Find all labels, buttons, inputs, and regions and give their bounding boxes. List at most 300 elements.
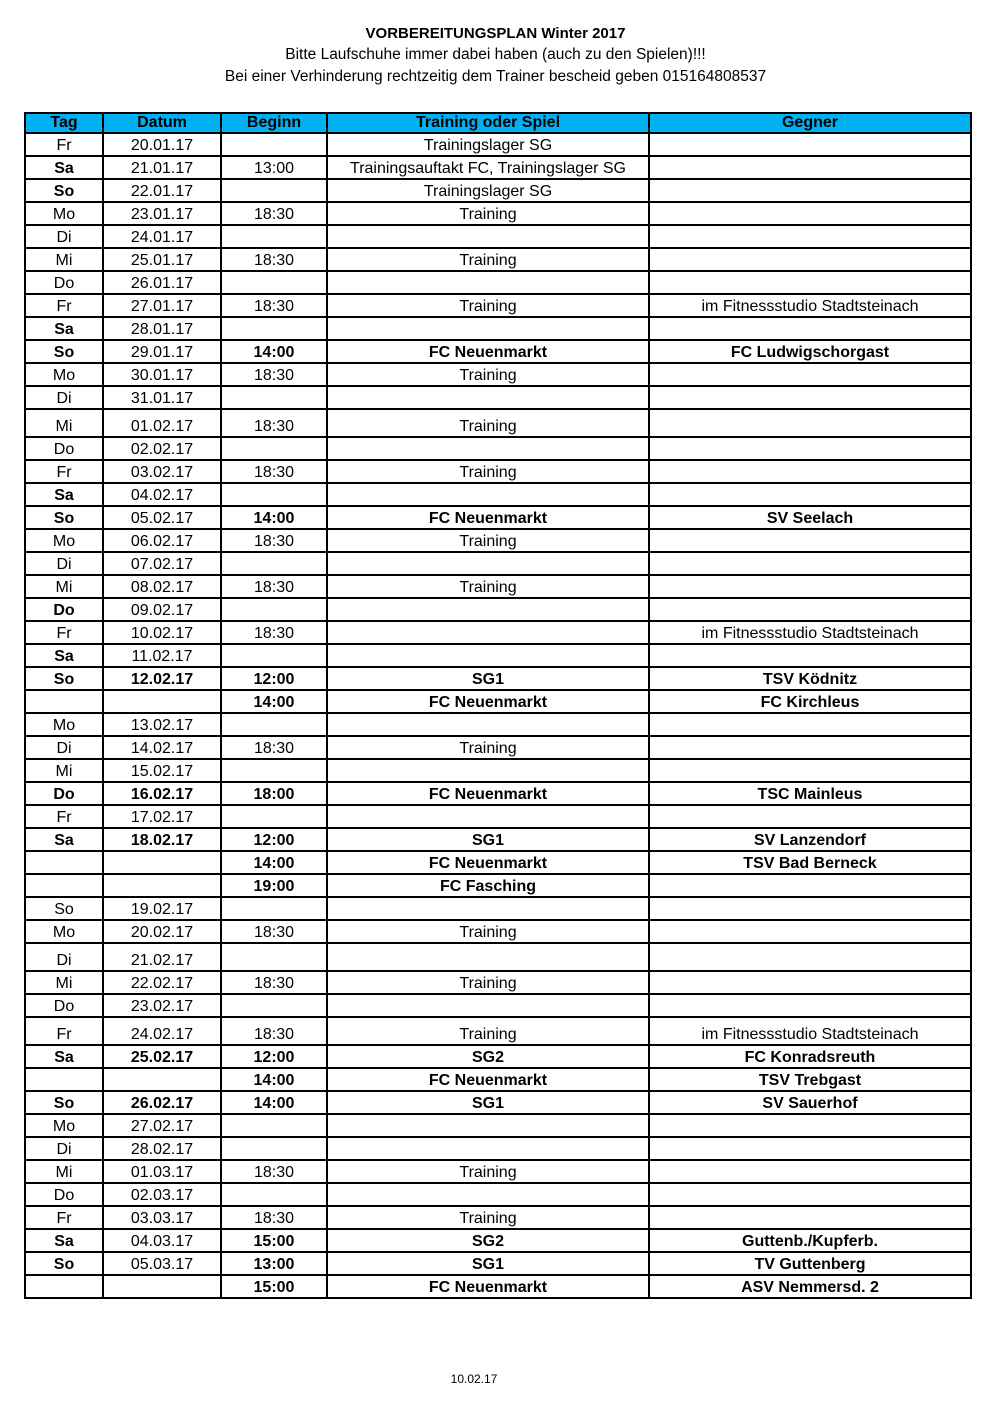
cell-datum: 17.02.17 (103, 805, 221, 828)
table-row (25, 483, 971, 506)
cell-tag: Do (25, 437, 103, 460)
cell-tag: Sa (25, 156, 103, 179)
table-row (25, 529, 971, 552)
table-row (25, 1252, 971, 1275)
cell-gegner (649, 552, 971, 575)
cell-beginn: 18:30 (221, 621, 327, 644)
cell-event: SG1 (327, 828, 649, 851)
cell-tag: So (25, 667, 103, 690)
table-row (25, 1091, 971, 1114)
cell-tag: So (25, 506, 103, 529)
cell-tag: Sa (25, 1045, 103, 1068)
cell-beginn: 14:00 (221, 690, 327, 713)
table-row (25, 506, 971, 529)
cell-beginn (221, 179, 327, 202)
cell-gegner (649, 409, 971, 437)
cell-event (327, 552, 649, 575)
cell-beginn: 13:00 (221, 1252, 327, 1275)
cell-datum: 10.02.17 (103, 621, 221, 644)
cell-event (327, 713, 649, 736)
cell-gegner: SV Sauerhof (649, 1091, 971, 1114)
table-row (25, 759, 971, 782)
cell-tag: So (25, 1252, 103, 1275)
cell-gegner (649, 598, 971, 621)
table-row (25, 363, 971, 386)
cell-datum: 03.02.17 (103, 460, 221, 483)
cell-datum: 11.02.17 (103, 644, 221, 667)
cell-event: Training (327, 248, 649, 271)
cell-tag: Di (25, 225, 103, 248)
cell-beginn (221, 759, 327, 782)
cell-event (327, 1114, 649, 1137)
cell-tag: Fr (25, 294, 103, 317)
column-header-datum: Datum (103, 113, 221, 133)
cell-gegner: TSV Bad Berneck (649, 851, 971, 874)
cell-datum (103, 874, 221, 897)
column-header-gegner: Gegner (649, 113, 971, 133)
table-row (25, 690, 971, 713)
cell-gegner (649, 759, 971, 782)
column-header-training-oder-spiel: Training oder Spiel (327, 113, 649, 133)
cell-beginn (221, 897, 327, 920)
cell-gegner: ASV Nemmersd. 2 (649, 1275, 971, 1298)
cell-gegner (649, 271, 971, 294)
cell-gegner: im Fitnessstudio Stadtsteinach (649, 294, 971, 317)
cell-gegner: Guttenb./Kupferb. (649, 1229, 971, 1252)
cell-datum (103, 690, 221, 713)
cell-beginn: 14:00 (221, 340, 327, 363)
cell-gegner: im Fitnessstudio Stadtsteinach (649, 621, 971, 644)
cell-tag: Mi (25, 1160, 103, 1183)
cell-beginn: 18:30 (221, 294, 327, 317)
table-row (25, 294, 971, 317)
cell-tag: Sa (25, 644, 103, 667)
cell-event (327, 386, 649, 409)
cell-beginn: 14:00 (221, 851, 327, 874)
table-row (25, 1114, 971, 1137)
cell-event: FC Neuenmarkt (327, 1275, 649, 1298)
cell-tag: Sa (25, 483, 103, 506)
cell-tag: Mo (25, 202, 103, 225)
cell-gegner: SV Seelach (649, 506, 971, 529)
cell-datum: 22.01.17 (103, 179, 221, 202)
cell-beginn (221, 1114, 327, 1137)
table-row (25, 225, 971, 248)
cell-beginn: 15:00 (221, 1275, 327, 1298)
cell-datum: 13.02.17 (103, 713, 221, 736)
cell-beginn: 18:30 (221, 529, 327, 552)
cell-tag: Mi (25, 409, 103, 437)
table-row (25, 782, 971, 805)
cell-event: Training (327, 575, 649, 598)
cell-tag: Do (25, 1183, 103, 1206)
cell-beginn: 15:00 (221, 1229, 327, 1252)
cell-tag (25, 1275, 103, 1298)
cell-event: Training (327, 736, 649, 759)
cell-datum: 29.01.17 (103, 340, 221, 363)
cell-beginn (221, 483, 327, 506)
cell-tag: Sa (25, 828, 103, 851)
cell-beginn (221, 598, 327, 621)
cell-tag (25, 851, 103, 874)
cell-beginn (221, 805, 327, 828)
cell-datum: 28.01.17 (103, 317, 221, 340)
cell-gegner (649, 874, 971, 897)
cell-datum: 01.02.17 (103, 409, 221, 437)
cell-beginn (221, 225, 327, 248)
cell-datum: 19.02.17 (103, 897, 221, 920)
cell-tag: Do (25, 271, 103, 294)
cell-datum: 30.01.17 (103, 363, 221, 386)
cell-gegner (649, 386, 971, 409)
cell-datum: 04.02.17 (103, 483, 221, 506)
cell-tag: So (25, 179, 103, 202)
cell-datum: 15.02.17 (103, 759, 221, 782)
schedule-table (24, 112, 972, 1299)
cell-event (327, 483, 649, 506)
cell-event: SG1 (327, 1091, 649, 1114)
cell-beginn: 18:30 (221, 1017, 327, 1045)
cell-tag: Mi (25, 575, 103, 598)
cell-beginn: 12:00 (221, 828, 327, 851)
cell-event: Training (327, 920, 649, 943)
cell-gegner (649, 943, 971, 971)
cell-event (327, 621, 649, 644)
cell-gegner (649, 1206, 971, 1229)
cell-beginn: 13:00 (221, 156, 327, 179)
cell-gegner (649, 179, 971, 202)
cell-tag: Mi (25, 971, 103, 994)
table-row (25, 874, 971, 897)
cell-gegner: im Fitnessstudio Stadtsteinach (649, 1017, 971, 1045)
table-row (25, 971, 971, 994)
column-header-tag: Tag (25, 113, 103, 133)
cell-gegner (649, 317, 971, 340)
cell-event (327, 598, 649, 621)
cell-gegner (649, 1137, 971, 1160)
cell-gegner (649, 529, 971, 552)
cell-event: Training (327, 409, 649, 437)
cell-gegner (649, 971, 971, 994)
cell-event: FC Neuenmarkt (327, 690, 649, 713)
table-row (25, 1183, 971, 1206)
cell-datum: 08.02.17 (103, 575, 221, 598)
cell-gegner (649, 994, 971, 1017)
cell-datum: 04.03.17 (103, 1229, 221, 1252)
cell-beginn: 18:30 (221, 363, 327, 386)
table-row (25, 621, 971, 644)
table-row (25, 575, 971, 598)
cell-tag: Mo (25, 529, 103, 552)
table-row (25, 598, 971, 621)
cell-event: Training (327, 1160, 649, 1183)
table-row (25, 920, 971, 943)
table-row (25, 1160, 971, 1183)
cell-event: FC Neuenmarkt (327, 506, 649, 529)
cell-event: Training (327, 529, 649, 552)
cell-tag: Fr (25, 133, 103, 156)
cell-beginn (221, 437, 327, 460)
cell-beginn: 18:30 (221, 202, 327, 225)
cell-beginn: 18:30 (221, 1160, 327, 1183)
cell-gegner (649, 575, 971, 598)
cell-datum: 27.02.17 (103, 1114, 221, 1137)
cell-beginn: 14:00 (221, 506, 327, 529)
cell-gegner (649, 156, 971, 179)
table-row (25, 667, 971, 690)
cell-datum: 28.02.17 (103, 1137, 221, 1160)
cell-beginn: 18:30 (221, 736, 327, 759)
cell-datum: 26.01.17 (103, 271, 221, 294)
cell-beginn: 18:30 (221, 248, 327, 271)
cell-tag: Fr (25, 1017, 103, 1045)
cell-datum: 24.02.17 (103, 1017, 221, 1045)
cell-event: Training (327, 1017, 649, 1045)
cell-tag: Mo (25, 1114, 103, 1137)
table-row (25, 133, 971, 156)
cell-gegner (649, 248, 971, 271)
cell-event: Training (327, 971, 649, 994)
table-row (25, 409, 971, 437)
cell-event: FC Neuenmarkt (327, 851, 649, 874)
cell-tag: So (25, 897, 103, 920)
cell-event: FC Neuenmarkt (327, 340, 649, 363)
cell-tag: So (25, 340, 103, 363)
cell-beginn: 18:30 (221, 920, 327, 943)
cell-datum: 22.02.17 (103, 971, 221, 994)
table-header-row (25, 113, 971, 133)
cell-tag: Mi (25, 248, 103, 271)
cell-event: FC Neuenmarkt (327, 782, 649, 805)
cell-event (327, 897, 649, 920)
cell-tag: Di (25, 552, 103, 575)
cell-gegner (649, 713, 971, 736)
cell-datum: 23.01.17 (103, 202, 221, 225)
cell-beginn (221, 1183, 327, 1206)
cell-datum: 01.03.17 (103, 1160, 221, 1183)
cell-datum: 20.02.17 (103, 920, 221, 943)
table-row (25, 1017, 971, 1045)
column-header-beginn: Beginn (221, 113, 327, 133)
cell-gegner (649, 1114, 971, 1137)
cell-tag: Fr (25, 460, 103, 483)
cell-beginn: 18:30 (221, 460, 327, 483)
table-row (25, 828, 971, 851)
cell-datum: 16.02.17 (103, 782, 221, 805)
cell-event: FC Neuenmarkt (327, 1068, 649, 1091)
table-row (25, 994, 971, 1017)
table-row (25, 317, 971, 340)
cell-datum: 21.02.17 (103, 943, 221, 971)
cell-event (327, 271, 649, 294)
table-row (25, 644, 971, 667)
cell-datum (103, 1068, 221, 1091)
cell-tag: Di (25, 386, 103, 409)
cell-tag: Do (25, 782, 103, 805)
cell-gegner: FC Ludwigschorgast (649, 340, 971, 363)
cell-beginn: 18:30 (221, 409, 327, 437)
cell-event: FC Fasching (327, 874, 649, 897)
cell-tag (25, 874, 103, 897)
cell-beginn: 18:30 (221, 575, 327, 598)
subtitle-running-shoes: Bitte Laufschuhe immer dabei haben (auch zu den Spielen)!!! (285, 46, 706, 63)
cell-event (327, 943, 649, 971)
table-row (25, 1275, 971, 1298)
cell-beginn: 18:30 (221, 971, 327, 994)
cell-event: Trainingslager SG (327, 179, 649, 202)
cell-beginn (221, 271, 327, 294)
cell-event: SG1 (327, 667, 649, 690)
table-row (25, 552, 971, 575)
cell-datum: 25.02.17 (103, 1045, 221, 1068)
cell-beginn (221, 713, 327, 736)
cell-datum: 03.03.17 (103, 1206, 221, 1229)
cell-beginn: 14:00 (221, 1068, 327, 1091)
cell-tag: Do (25, 598, 103, 621)
cell-tag: Mi (25, 759, 103, 782)
cell-gegner (649, 805, 971, 828)
cell-datum (103, 1275, 221, 1298)
cell-tag: Di (25, 943, 103, 971)
table-row (25, 1045, 971, 1068)
cell-datum: 20.01.17 (103, 133, 221, 156)
cell-beginn (221, 943, 327, 971)
table-row (25, 851, 971, 874)
cell-datum: 26.02.17 (103, 1091, 221, 1114)
table-row (25, 943, 971, 971)
cell-tag: Fr (25, 621, 103, 644)
cell-event: Trainingsauftakt FC, Trainingslager SG (327, 156, 649, 179)
cell-gegner: TSV Trebgast (649, 1068, 971, 1091)
cell-beginn (221, 386, 327, 409)
cell-event (327, 644, 649, 667)
cell-datum: 02.03.17 (103, 1183, 221, 1206)
cell-datum: 12.02.17 (103, 667, 221, 690)
cell-event: Training (327, 363, 649, 386)
cell-datum: 02.02.17 (103, 437, 221, 460)
cell-beginn (221, 644, 327, 667)
cell-gegner: TSV Ködnitz (649, 667, 971, 690)
cell-gegner (649, 202, 971, 225)
cell-event (327, 994, 649, 1017)
cell-gegner: FC Kirchleus (649, 690, 971, 713)
cell-event: SG1 (327, 1252, 649, 1275)
table-row (25, 437, 971, 460)
cell-tag (25, 1068, 103, 1091)
cell-event (327, 317, 649, 340)
table-row (25, 179, 971, 202)
cell-gegner (649, 225, 971, 248)
cell-datum: 14.02.17 (103, 736, 221, 759)
cell-tag: Mo (25, 920, 103, 943)
cell-tag: Fr (25, 805, 103, 828)
cell-event (327, 805, 649, 828)
page-title: VORBEREITUNGSPLAN Winter 2017 (365, 25, 626, 42)
table-row (25, 713, 971, 736)
cell-event: SG2 (327, 1045, 649, 1068)
cell-beginn: 12:00 (221, 1045, 327, 1068)
cell-tag: Sa (25, 317, 103, 340)
subtitle-contact: Bei einer Verhinderung rechtzeitig dem Trainer bescheid geben 015164808537 (224, 68, 767, 85)
table-row (25, 460, 971, 483)
cell-gegner (649, 460, 971, 483)
cell-gegner (649, 133, 971, 156)
cell-gegner (649, 483, 971, 506)
table-row (25, 805, 971, 828)
cell-beginn (221, 552, 327, 575)
cell-tag: Mo (25, 713, 103, 736)
cell-datum: 27.01.17 (103, 294, 221, 317)
cell-event: Training (327, 202, 649, 225)
table-row (25, 248, 971, 271)
cell-beginn: 18:00 (221, 782, 327, 805)
cell-beginn (221, 994, 327, 1017)
cell-datum: 31.01.17 (103, 386, 221, 409)
cell-event: Training (327, 1206, 649, 1229)
cell-tag: Do (25, 994, 103, 1017)
cell-event: Training (327, 294, 649, 317)
cell-beginn: 14:00 (221, 1091, 327, 1114)
cell-beginn (221, 133, 327, 156)
cell-tag: Mo (25, 363, 103, 386)
cell-beginn (221, 1137, 327, 1160)
cell-gegner: TV Guttenberg (649, 1252, 971, 1275)
cell-tag: Di (25, 1137, 103, 1160)
cell-event (327, 759, 649, 782)
cell-gegner: SV Lanzendorf (649, 828, 971, 851)
table-row (25, 1068, 971, 1091)
cell-beginn: 18:30 (221, 1206, 327, 1229)
cell-datum: 23.02.17 (103, 994, 221, 1017)
cell-gegner (649, 736, 971, 759)
cell-beginn: 12:00 (221, 667, 327, 690)
cell-datum: 07.02.17 (103, 552, 221, 575)
cell-gegner: FC Konradsreuth (649, 1045, 971, 1068)
cell-beginn: 19:00 (221, 874, 327, 897)
table-row (25, 202, 971, 225)
table-row (25, 340, 971, 363)
cell-datum: 09.02.17 (103, 598, 221, 621)
cell-gegner (649, 363, 971, 386)
cell-event (327, 437, 649, 460)
cell-tag: Di (25, 736, 103, 759)
cell-gegner (649, 1160, 971, 1183)
cell-beginn (221, 317, 327, 340)
table-row (25, 271, 971, 294)
cell-gegner (649, 644, 971, 667)
cell-datum: 05.02.17 (103, 506, 221, 529)
cell-gegner: TSC Mainleus (649, 782, 971, 805)
table-row (25, 386, 971, 409)
table-row (25, 897, 971, 920)
cell-datum: 25.01.17 (103, 248, 221, 271)
cell-datum: 24.01.17 (103, 225, 221, 248)
table-row (25, 1206, 971, 1229)
cell-gegner (649, 437, 971, 460)
cell-gegner (649, 897, 971, 920)
table-row (25, 156, 971, 179)
cell-gegner (649, 1183, 971, 1206)
cell-event (327, 225, 649, 248)
cell-datum: 18.02.17 (103, 828, 221, 851)
cell-event (327, 1183, 649, 1206)
cell-tag: So (25, 1091, 103, 1114)
cell-datum: 06.02.17 (103, 529, 221, 552)
table-row (25, 736, 971, 759)
cell-datum: 05.03.17 (103, 1252, 221, 1275)
footer-date: 10.02.17 (450, 1372, 498, 1386)
cell-event: Trainingslager SG (327, 133, 649, 156)
